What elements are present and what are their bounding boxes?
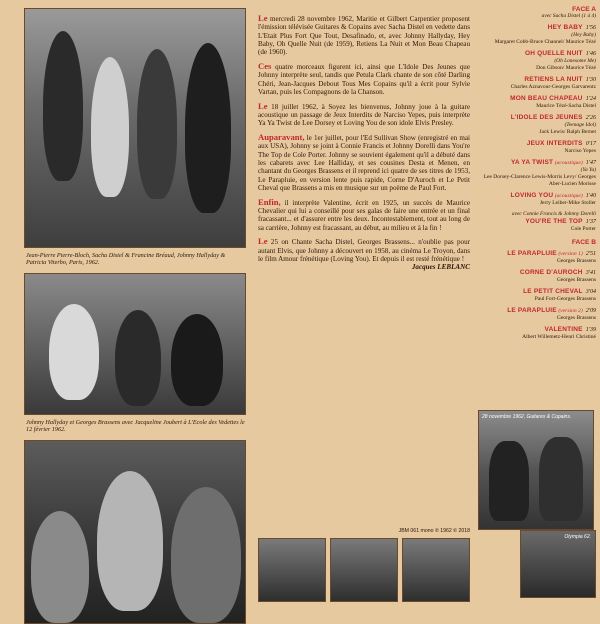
track-title: L'IDOLE DES JEUNES <box>510 114 583 121</box>
track-duration: 3'04 <box>585 289 596 295</box>
track-title: LE PETIT CHEVAL <box>523 288 583 295</box>
track-item <box>478 288 596 303</box>
track-credit: Jerry Leiber-Mike Stoller <box>539 200 596 206</box>
track-title: YOU'RE THE TOP <box>525 218 583 225</box>
track-item <box>478 95 596 110</box>
track-item <box>478 269 596 284</box>
paragraph: Enfin, il interprète Valentine, écrit en 1925, un succès de Maurice Chevalier qui lui a conseillé pour ses galas de faire une entrée et un final fracassant... et d'assurer entre les deux. Incontestablement, tout au long de sa carrière, Johnny est fracassant, au début, au milieu et à la fin ! <box>258 196 470 232</box>
photo-caption: Jean-Pierre Pierre-Bloch, Sacha Distel & Francine Bréaud, Johnny Hallyday & Patricia Viterbo, Paris, 1962. <box>26 252 226 267</box>
track-credit: Cole Porter <box>570 226 596 232</box>
thumbnail-photo <box>258 538 326 602</box>
face-a-subtitle: avec Sacha Distel (1 à 4) <box>541 13 596 19</box>
photo-trio-closeup <box>24 440 246 624</box>
track-credit: Maurice Tézé-Sacha Distel <box>536 103 596 109</box>
track-item <box>478 250 596 265</box>
track-credit: Narciso Yepes <box>564 148 596 154</box>
track-credit: Don Gibson/ Maurice Tézé <box>536 65 596 71</box>
track-credit: Lee Dorsey-Clarence Lewis-Morris Levy/ Georges Aber-Lucien Morisse <box>483 174 596 187</box>
face-a-title: FACE A <box>572 6 596 13</box>
track-original-title: (Ya Ya) <box>580 167 596 173</box>
track-item <box>478 326 596 341</box>
track-duration: 1'24 <box>585 96 596 102</box>
face-a-list <box>478 24 596 233</box>
track-duration: 1'39 <box>585 327 596 333</box>
track-credit: Paul Fort-Georges Brassens <box>534 296 596 302</box>
photo-paris-1962 <box>24 8 246 248</box>
thumbnail-row <box>258 538 470 602</box>
track-item <box>478 307 596 322</box>
photo-caption: Johnny Hallyday et Georges Brassens avec Jacqueline Joubert à L'Ecole des Vedettes le 12 février 1962. <box>26 418 245 434</box>
track-item <box>478 192 596 207</box>
photo-guitares-copains <box>478 410 594 530</box>
track-title: CORNE D'AUROCH <box>519 269 583 276</box>
track-duration: 2'51 <box>585 251 596 257</box>
track-duration: 1'30 <box>585 77 596 83</box>
thumbnail-photo <box>330 538 398 602</box>
track-title: LOVING YOU <box>510 192 554 199</box>
track-credit: Charles Aznavour-Georges Garvarentz <box>510 84 596 90</box>
track-credit: Georges Brassens <box>556 258 596 264</box>
photo-column <box>24 8 246 624</box>
track-credit: Albert Willemetz-Henri Christiné <box>522 334 596 340</box>
track-original-title: (Hey Baby) <box>571 32 596 38</box>
track-duration: 2'26 <box>585 115 596 121</box>
track-guests: avec Connie Francis & Johnny Dorelli <box>511 211 596 217</box>
track-item <box>478 24 596 46</box>
signature: Jacques LEBLANC <box>411 263 470 272</box>
photo-olympia-62 <box>520 530 596 598</box>
thumbnail-photo <box>402 538 470 602</box>
track-duration: 3'41 <box>585 270 596 276</box>
track-note: (version 2) <box>558 308 583 314</box>
track-item <box>478 76 596 91</box>
track-duration: 1'46 <box>585 51 596 57</box>
track-original-title: (Teenage Idol) <box>564 122 596 128</box>
catalog-number: JBM 061 mono ℗ 1962 ℗ 2018 <box>398 528 470 534</box>
paragraph: Ces quatre morceaux figurent ici, ainsi que L'Idole Des Jeunes que Johnny interprète seul, tandis que Petula Clark chante de son côté Darling Chéri, Jean-Jacques Debout Tous Mes Copains qu'il a écrit pour Sylvie Vartan, puis les Compagnons de la Chanson. <box>258 60 470 96</box>
track-title: LE PARAPLUIE <box>507 307 557 314</box>
liner-notes <box>258 14 470 277</box>
track-duration: 2'09 <box>585 308 596 314</box>
bottom-strip <box>258 528 470 602</box>
face-b-list <box>478 250 596 341</box>
face-b-title: FACE B <box>571 239 596 246</box>
photo-tag: 28 novembre 1962, Guitares & Copains. <box>482 414 572 420</box>
track-original-title: (Oh Lonesome Me) <box>554 58 596 64</box>
track-title: YA YA TWIST <box>510 159 554 166</box>
paragraph: Auparavant, le 1er juillet, pour l'Ed Sullivan Show (enregistré en mai aux USA), Johnny se joint à Connie Francis et Johnny Dorelli dans You're The Top de Cole Porter. Johnny se souvient également qu'il a débuté dans les cabarets avec Lee Halliday, et ses cousines Desta et Menen, en chantant du Georges Brassens et il reprend ici quatre de ses titres de 1953, Le Parapluie, en version lente puis rapide, Corne D'Auroch et Le Petit Cheval que Brassens a mis en musique sur un poème de Paul Fort. <box>258 132 470 192</box>
track-note: (acoustique) <box>554 160 583 166</box>
paragraph: Le 25 on Chante Sacha Distel, Georges Brassens... n'oublie pas pour autant Elvis, que Johnny a découvert en 1958, au cinéma Le Troyon, dans le film Amour frénétique (Loving You). Et depuis il est resté frénétique ! Jacques LEBLANC <box>258 236 470 272</box>
track-credit: Jack Lewis/ Ralph Bernet <box>539 129 596 135</box>
track-title: VALENTINE <box>544 326 583 333</box>
photo-ecole-des-vedettes <box>24 273 246 415</box>
track-item <box>478 211 596 233</box>
track-credit: Georges Brassens <box>556 277 596 283</box>
track-item <box>478 114 596 136</box>
track-credit: Margaret Cobb-Bruce Channel/ Maurice Tézé <box>494 39 596 45</box>
track-duration: 1'40 <box>585 193 596 199</box>
track-duration: 1'56 <box>585 25 596 31</box>
track-note: (acoustique) <box>554 193 583 199</box>
track-item <box>478 140 596 155</box>
track-duration: 0'17 <box>585 141 596 147</box>
track-title: HEY BABY <box>547 24 583 31</box>
paragraph: Le mercredi 28 novembre 1962, Maritie et Gilbert Carpentier proposent l'émission télévisée Guitares & Copains avec Sacha Distel en vedette dans L'Etait Plus Fort Que Tout, Desafinado, et, avec Johnny Hallyday, Hey Baby, Oh Quelle Nuit (de 1959), Retiens La Nuit et Mon Beau Chapeau (de 1960). <box>258 13 470 57</box>
track-item <box>478 159 596 188</box>
track-title: RETIENS LA NUIT <box>524 76 583 83</box>
track-credit: Georges Brassens <box>556 315 596 321</box>
track-item <box>478 50 596 72</box>
track-title: LE PARAPLUIE <box>507 250 557 257</box>
track-note: (version 1) <box>558 251 583 257</box>
track-duration: 1'47 <box>585 160 596 166</box>
track-title: JEUX INTERDITS <box>526 140 583 147</box>
tracklist <box>478 4 596 345</box>
track-title: MON BEAU CHAPEAU <box>510 95 583 102</box>
photo-tag: Olympia 62. <box>564 534 591 540</box>
track-duration: 1'37 <box>585 219 596 225</box>
track-title: OH QUELLE NUIT <box>525 50 583 57</box>
paragraph: Le 18 juillet 1962, à Soyez les bienvenus, Johnny joue à la guitare acoustique un passage de Jeux Interdits de Narciso Yepes, puis interprète Ya Ya Twist de Lee Dorsey et Loving You de son idole Elvis Presley. <box>258 100 470 128</box>
